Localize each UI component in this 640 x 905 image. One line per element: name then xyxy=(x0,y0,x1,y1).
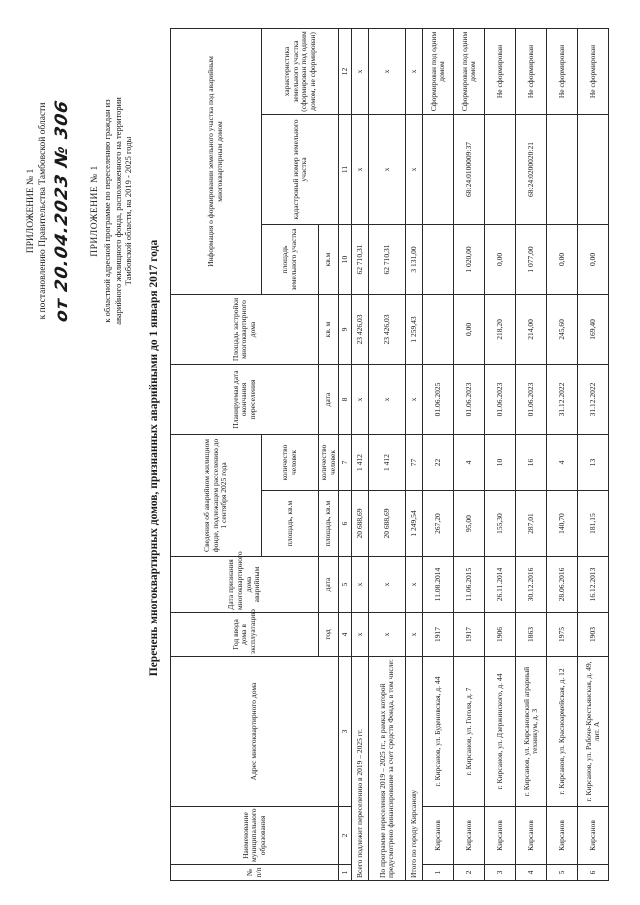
annex-header-program xyxy=(90,61,134,361)
cell: х xyxy=(406,557,423,613)
col-num-header: № п/п xyxy=(171,865,339,881)
summary-label: По программе переселения 2019 – 2025 гг., в рамках которой предусмотрено финансирование за счет средств Фонда, в том числе: xyxy=(369,657,406,881)
stock-area: 95,00 xyxy=(454,491,485,557)
summary-row-total xyxy=(352,28,369,880)
planned-date: 01.06.2023 xyxy=(485,364,516,434)
cell: 62 710,31 xyxy=(369,224,406,294)
col-number: 11 xyxy=(339,114,352,224)
address: г. Кирсанов, ул. Гоголя, д. 7 xyxy=(454,657,485,807)
people-count: 16 xyxy=(516,434,547,490)
cell: х xyxy=(369,613,406,657)
rotated-landscape-sheet xyxy=(20,23,605,893)
annex-header-resolution xyxy=(26,61,73,361)
stock-area: 181,15 xyxy=(578,491,609,557)
row-number: 2 xyxy=(454,865,485,881)
document-title: Перечень многоквартирных домов, признанных аварийными до 1 января 2017 года xyxy=(148,239,160,677)
cell: 77 xyxy=(406,434,423,490)
cell: 62 710,31 xyxy=(352,224,369,294)
housing-table xyxy=(170,28,609,881)
annex1-line: к постановлению Правительства Тамбовской области xyxy=(37,102,48,320)
address: г. Кирсанов, ул. Кирсановский аграрный техникум, д. 3 xyxy=(516,657,547,807)
recognition-date: 26.11.2014 xyxy=(485,557,516,613)
land-characteristic: Не сформирован xyxy=(578,28,609,114)
row-number: 1 xyxy=(423,865,454,881)
land-area: 1 077,00 xyxy=(516,224,547,294)
cadastral-number xyxy=(485,114,516,224)
cadastral-number: 68:24:0200020:21 xyxy=(516,114,547,224)
col-number: 3 xyxy=(339,657,352,807)
cell: х xyxy=(352,114,369,224)
people-count: 13 xyxy=(578,434,609,490)
col-building-area-header: Площадь застройки многоквартирного дома xyxy=(171,294,319,364)
col-year-header: Год ввода дома в эксплуатацию xyxy=(171,613,319,657)
annex2-line-1: к областной адресной программе по переселению граждан из xyxy=(101,99,112,323)
cell: х xyxy=(352,28,369,114)
unit-sqm-building: кв. м xyxy=(319,294,339,364)
unit-area: площадь, кв.м xyxy=(319,491,339,557)
building-area xyxy=(423,294,454,364)
unit-sqm-land: кв.м xyxy=(319,224,339,294)
people-count: 22 xyxy=(423,434,454,490)
row-number: 3 xyxy=(485,865,516,881)
recognition-date: 28.06.2016 xyxy=(547,557,578,613)
municipality: Кирсанов xyxy=(423,807,454,865)
land-characteristic: Не сформирован xyxy=(547,28,578,114)
col-stock-header: Сведения об аварийном жилищном фонде, подлежащем расселению до 1 сентября 2025 года xyxy=(171,434,262,556)
col-number: 1 xyxy=(339,865,352,881)
row-number: 4 xyxy=(516,865,547,881)
cell: х xyxy=(406,114,423,224)
building-area: 0,00 xyxy=(454,294,485,364)
annex1-title: ПРИЛОЖЕНИЕ № 1 xyxy=(26,168,36,254)
cell: х xyxy=(369,28,406,114)
table-row xyxy=(485,28,516,880)
col-number: 12 xyxy=(339,28,352,114)
cell: х xyxy=(406,613,423,657)
cell: х xyxy=(369,557,406,613)
table-header-row xyxy=(171,28,262,880)
cell: х xyxy=(352,613,369,657)
col-number: 8 xyxy=(339,364,352,434)
row-number: 5 xyxy=(547,865,578,881)
planned-date: 01.06.2025 xyxy=(423,364,454,434)
unit-date: дата xyxy=(319,557,339,613)
municipality: Кирсанов xyxy=(547,807,578,865)
stock-area: 140,70 xyxy=(547,491,578,557)
table-row xyxy=(547,28,578,880)
summary-row-kirsanov xyxy=(406,28,423,880)
recognition-date: 11.06.2015 xyxy=(454,557,485,613)
year-built: 1975 xyxy=(547,613,578,657)
land-area: 0,00 xyxy=(485,224,516,294)
cell: 20 688,69 xyxy=(352,491,369,557)
planned-date: 01.06.2023 xyxy=(516,364,547,434)
land-area xyxy=(423,224,454,294)
stock-area: 267,20 xyxy=(423,491,454,557)
cell: 1 259,43 xyxy=(406,294,423,364)
col-number: 10 xyxy=(339,224,352,294)
annex2-line-3: Тамбовской области, на 2019 - 2025 годы xyxy=(123,136,134,286)
cell: х xyxy=(406,364,423,434)
cell: 20 688,69 xyxy=(369,491,406,557)
col-number: 6 xyxy=(339,491,352,557)
col-number: 9 xyxy=(339,294,352,364)
land-characteristic: Сформирован под одним домом xyxy=(454,28,485,114)
col-number: 2 xyxy=(339,807,352,865)
cell: 1 412 xyxy=(352,434,369,490)
col-address-header: Адрес многоквартирного дома xyxy=(171,657,339,807)
table-row xyxy=(454,28,485,880)
col-land-info-header: Информация о формировании земельного участка под аварийным многоквартирным домом xyxy=(171,28,262,294)
col-recognition-header: Дата признания многоквартирного дома аварийным xyxy=(171,557,319,613)
table-row xyxy=(423,28,454,880)
address: г. Кирсанов, ул. Дзержинского, д. 44 xyxy=(485,657,516,807)
people-count: 4 xyxy=(547,434,578,490)
land-area: 0,00 xyxy=(578,224,609,294)
unit-date-planned: дата xyxy=(319,364,339,434)
cadastral-number xyxy=(547,114,578,224)
col-number: 7 xyxy=(339,434,352,490)
land-area: 0,00 xyxy=(547,224,578,294)
annex2-line-2: аварийного жилищного фонда, расположенного на территории xyxy=(112,97,123,325)
summary-label: Всего подлежит переселению в 2019 – 2025 гг. xyxy=(352,657,369,881)
annex2-title: ПРИЛОЖЕНИЕ № 1 xyxy=(90,165,100,257)
unit-count: количество человек xyxy=(319,434,339,490)
table-body xyxy=(423,28,609,880)
col-land-area-header: площадь земельного участка xyxy=(262,224,319,294)
building-area: 245,60 xyxy=(547,294,578,364)
year-built: 1863 xyxy=(516,613,547,657)
cell: 1 412 xyxy=(369,434,406,490)
column-number-row xyxy=(339,28,352,880)
municipality: Кирсанов xyxy=(454,807,485,865)
cell: х xyxy=(369,114,406,224)
cadastral-number xyxy=(423,114,454,224)
people-count: 4 xyxy=(454,434,485,490)
summary-label: Итого по городу Кирсанову xyxy=(406,657,423,881)
cell: 23 426,03 xyxy=(352,294,369,364)
people-count: 10 xyxy=(485,434,516,490)
land-characteristic: Сформирован под одним домом xyxy=(423,28,454,114)
municipality: Кирсанов xyxy=(578,807,609,865)
handwritten-date-number: от 20.04.2023 № 306 xyxy=(51,98,72,324)
cell: х xyxy=(369,364,406,434)
land-characteristic: Не сформирован xyxy=(485,28,516,114)
col-characteristic-header: характеристика земельного участка (сформирован под одним домом, не сформирован) xyxy=(262,28,339,114)
cell: 3 131,00 xyxy=(406,224,423,294)
row-number: 6 xyxy=(578,865,609,881)
address: г. Кирсанов, ул. Буденовская, д. 44 xyxy=(423,657,454,807)
year-built: 1917 xyxy=(423,613,454,657)
col-stock-area-header: площадь, кв.м xyxy=(262,491,319,557)
building-area: 214,00 xyxy=(516,294,547,364)
building-area: 218,20 xyxy=(485,294,516,364)
cell: х xyxy=(406,28,423,114)
planned-date: 31.12.2022 xyxy=(547,364,578,434)
year-built: 1906 xyxy=(485,613,516,657)
year-built: 1917 xyxy=(454,613,485,657)
planned-date: 01.06.2023 xyxy=(454,364,485,434)
planned-date: 31.12.2022 xyxy=(578,364,609,434)
table-row xyxy=(516,28,547,880)
col-number: 5 xyxy=(339,557,352,613)
recognition-date: 30.12.2016 xyxy=(516,557,547,613)
year-built: 1903 xyxy=(578,613,609,657)
address: г. Кирсанов, ул. Рабоче-Крестьянская, д. 49, лит. А xyxy=(578,657,609,807)
cell: 23 426,03 xyxy=(369,294,406,364)
stock-area: 155,30 xyxy=(485,491,516,557)
cadastral-number xyxy=(578,114,609,224)
col-municipality-header: Наименование муниципального образования xyxy=(171,807,339,865)
municipality: Кирсанов xyxy=(485,807,516,865)
recognition-date: 16.12.2013 xyxy=(578,557,609,613)
col-stock-people-header: количество человек xyxy=(262,434,319,490)
municipality: Кирсанов xyxy=(516,807,547,865)
address: г. Кирсанов, ул. Красноармейская, д. 12 xyxy=(547,657,578,807)
summary-row-program xyxy=(369,28,406,880)
building-area: 169,40 xyxy=(578,294,609,364)
land-characteristic: Не сформирован xyxy=(516,28,547,114)
stock-area: 287,01 xyxy=(516,491,547,557)
col-number: 4 xyxy=(339,613,352,657)
col-planned-header: Планируемая дата окончания переселения xyxy=(171,364,319,434)
recognition-date: 11.08.2014 xyxy=(423,557,454,613)
cell: х xyxy=(352,364,369,434)
col-cadastral-header: кадастровый номер земельного участка xyxy=(262,114,339,224)
cadastral-number: 68:24:0100009:37 xyxy=(454,114,485,224)
cell: х xyxy=(352,557,369,613)
table-row xyxy=(578,28,609,880)
cell: 1 249,54 xyxy=(406,491,423,557)
land-area: 1 020,00 xyxy=(454,224,485,294)
unit-year: год xyxy=(319,613,339,657)
